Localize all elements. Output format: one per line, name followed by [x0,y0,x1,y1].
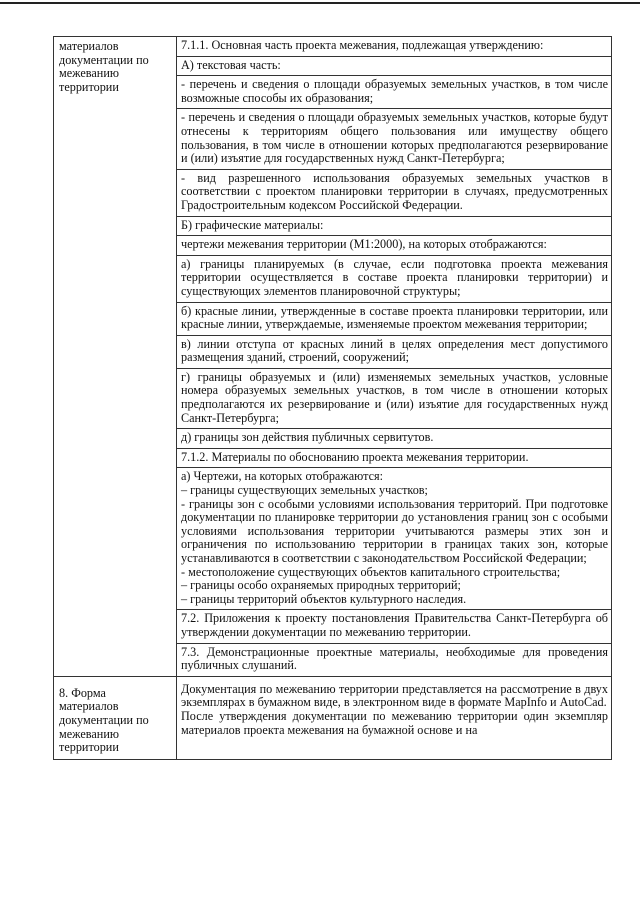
paragraph-block [177,610,611,643]
paragraph-block [177,256,611,303]
paragraph: а) Чертежи, на которых отображаются: [181,469,383,484]
row-heading [54,677,176,759]
heading-line: межеванию [59,726,119,741]
paragraph-block [177,236,611,256]
table-row [54,676,612,759]
paragraph: 7.2. Приложения к проекту постановления Правительства Санкт-Петербурга об утверждении документации по межеванию территории. [181,611,608,639]
paragraph-block [177,644,611,676]
paragraph: – границы особо охраняемых природных территорий; [181,578,461,593]
paragraph: Документация по межеванию территории представляется на рассмотрение в двух экземплярах в бумажном виде, в электронном виде в формате MapInfo и AutoCad. [181,681,608,710]
heading-line: документации по [59,52,149,67]
paragraph-block [177,677,611,740]
paragraph: - границы зон с особыми условиями использования территорий. При подготовке документации по планировке территории до установления границ зон с особыми условиями использования территории учитываются размеры этих зон и ограничения по использованию территории в границах таких зон, которые устанавливаются в соответствии с законодательством Российской Федерации; [181,496,608,565]
paragraph: - местоположение существующих объектов капитального строительства; [181,564,561,579]
paragraph: А) текстовая часть: [181,57,281,72]
paragraph-block [177,449,611,469]
paragraph-block [177,336,611,369]
paragraph-block [177,109,611,169]
paragraph: Б) графические материалы: [181,217,324,232]
heading-line: межеванию [59,66,119,81]
row-heading [54,37,176,98]
specification-table [53,36,612,760]
paragraph: 7.1.2. Материалы по обоснованию проекта межевания территории. [181,449,529,464]
paragraph: 7.3. Демонстрационные проектные материалы, необходимые для проведения публичных слушаний. [181,644,608,673]
paragraph-block [177,303,611,336]
paragraph: а) границы планируемых (в случае, если подготовка проекта межевания территории осуществляется в составе проекта планировки территории) и существующих элементов планировочной структуры; [181,256,608,298]
paragraph: - перечень и сведения о площади образуемых земельных участков, которые будут отнесены к территориям общего пользования или имуществу общего пользования, в том числе в отношении которых предполагаются резервирование и (или) изъятие для государственных нужд Санкт-Петербурга; [181,110,608,166]
paragraph-block [177,429,611,449]
paragraph: – границы существующих земельных участков; [181,483,428,498]
paragraph-block [177,468,611,610]
paragraph: – границы территорий объектов культурного наследия. [181,591,467,606]
paragraph-block [177,37,611,57]
heading-line: материалов [59,699,119,714]
left-cell [54,676,177,759]
paragraph: г) границы образуемых и (или) изменяемых земельных участков, условные номера образуемых земельных участков, в том числе в отношении которых предполагаются их резервирование и (или) изъятие для государственных нужд Санкт-Петербурга; [181,369,608,425]
right-cell [177,37,612,677]
right-cell [177,676,612,759]
heading-line: территории [59,79,119,94]
left-cell [54,37,177,677]
heading-line: документации по [59,712,149,727]
top-page-rule [0,2,640,4]
paragraph-block [177,76,611,109]
paragraph-block [177,217,611,237]
paragraph: - перечень и сведения о площади образуемых земельных участков, в том числе возможные способы их образования; [181,77,608,105]
paragraph: д) границы зон действия публичных сервитутов. [181,430,434,445]
paragraph-block [177,170,611,217]
paragraph: 7.1.1. Основная часть проекта межевания, подлежащая утверждению: [181,38,544,52]
paragraph-block [177,369,611,429]
heading-line: 8. Форма [59,685,106,700]
heading-line: территории [59,740,119,755]
paragraph: чертежи межевания территории (М1:2000), на которых отображаются: [181,237,547,252]
paragraph: После утверждения документации по межеванию территории один экземпляр материалов проекта межевания на бумажной основе и на [181,708,608,737]
table-row [54,37,612,677]
paragraph-block [177,57,611,77]
paragraph: в) линии отступа от красных линий в целях определения мест допустимого размещения зданий, строений, сооружений; [181,336,608,365]
heading-line: материалов [59,39,119,53]
paragraph: - вид разрешенного использования образуемых земельных участков в соответствии с проектом планировки территории в случаях, предусмотренных Градостроительным кодексом Российской Федерации. [181,170,608,212]
paragraph: б) красные линии, утвержденные в составе проекта планировки территории, или красные линии, утверждаемые, изменяемые проектом межевания территории; [181,303,608,332]
